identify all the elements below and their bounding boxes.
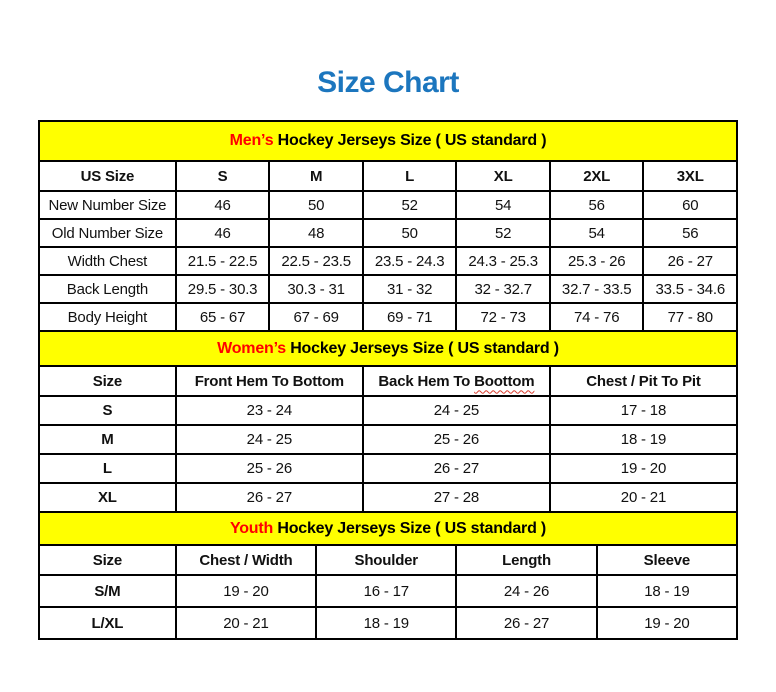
- cell-mens-old-number-size-3: 52: [456, 219, 550, 247]
- table-row-mens-back-length: [39, 275, 737, 303]
- section-band-womens: [39, 331, 737, 366]
- cell-mens-body-height-3: 72 - 73: [456, 303, 550, 331]
- cell-mens-width-chest-4: 25.3 - 26: [550, 247, 644, 275]
- row-label-body-height: Body Height: [39, 303, 176, 331]
- cell-mens-back-length-0: 29.5 - 30.3: [176, 275, 270, 303]
- col-header-m: M: [269, 161, 363, 191]
- table-row-mens-width-chest: [39, 247, 737, 275]
- cell-mens-new-number-size-5: 60: [643, 191, 737, 219]
- band-accent-youth: Youth: [229, 519, 274, 537]
- cell-mens-body-height-5: 77 - 80: [643, 303, 737, 331]
- cell-mens-back-length-3: 32 - 32.7: [456, 275, 550, 303]
- cell-womens-s-1: 24 - 25: [363, 396, 550, 425]
- cell-mens-new-number-size-2: 52: [363, 191, 457, 219]
- cell-mens-back-length-1: 30.3 - 31: [269, 275, 363, 303]
- band-title-womens: Hockey Jerseys Size ( US standard ): [285, 339, 559, 357]
- row-label-new-number-size: New Number Size: [39, 191, 176, 219]
- cell-womens-s-0: 23 - 24: [176, 396, 363, 425]
- col-header-shoulder: Shoulder: [316, 545, 456, 575]
- table-youth: [38, 511, 738, 640]
- cell-mens-width-chest-1: 22.5 - 23.5: [269, 247, 363, 275]
- cell-womens-xl-1: 27 - 28: [363, 483, 550, 512]
- cell-youth-s-m-0: 19 - 20: [176, 575, 316, 607]
- row-label-old-number-size: Old Number Size: [39, 219, 176, 247]
- section-band-mens: [39, 121, 737, 161]
- cell-mens-width-chest-0: 21.5 - 22.5: [176, 247, 270, 275]
- cell-mens-body-height-0: 65 - 67: [176, 303, 270, 331]
- cell-womens-xl-2: 20 - 21: [550, 483, 737, 512]
- cell-womens-l-1: 26 - 27: [363, 454, 550, 483]
- col-header-size: Size: [39, 366, 176, 396]
- table-row-womens-l: [39, 454, 737, 483]
- cell-mens-old-number-size-2: 50: [363, 219, 457, 247]
- misspelled-word-squiggle: Boottom: [474, 372, 535, 390]
- table-womens: [38, 330, 738, 513]
- cell-mens-back-length-4: 32.7 - 33.5: [550, 275, 644, 303]
- cell-womens-m-1: 25 - 26: [363, 425, 550, 454]
- cell-womens-s-2: 17 - 18: [550, 396, 737, 425]
- col-header-chest-pit-to-pit: Chest / Pit To Pit: [550, 366, 737, 396]
- row-label-width-chest: Width Chest: [39, 247, 176, 275]
- cell-youth-s-m-3: 18 - 19: [597, 575, 737, 607]
- cell-youth-l-xl-2: 26 - 27: [456, 607, 596, 639]
- header-row-womens: [39, 366, 737, 396]
- table-row-mens-body-height: [39, 303, 737, 331]
- cell-youth-l-xl-1: 18 - 19: [316, 607, 456, 639]
- cell-mens-back-length-2: 31 - 32: [363, 275, 457, 303]
- table-row-mens-old-number-size: [39, 219, 737, 247]
- cell-mens-width-chest-2: 23.5 - 24.3: [363, 247, 457, 275]
- page-title: Size Chart: [317, 66, 459, 99]
- row-label-s: S: [39, 396, 176, 425]
- cell-mens-old-number-size-1: 48: [269, 219, 363, 247]
- col-header-size: Size: [39, 545, 176, 575]
- col-header-2xl: 2XL: [550, 161, 644, 191]
- cell-mens-width-chest-5: 26 - 27: [643, 247, 737, 275]
- header-row-mens: [39, 161, 737, 191]
- row-label-l-xl: L/XL: [39, 607, 176, 639]
- col-header-length: Length: [456, 545, 596, 575]
- cell-youth-s-m-1: 16 - 17: [316, 575, 456, 607]
- cell-mens-body-height-1: 67 - 69: [269, 303, 363, 331]
- cell-mens-back-length-5: 33.5 - 34.6: [643, 275, 737, 303]
- cell-mens-new-number-size-4: 56: [550, 191, 644, 219]
- cell-youth-l-xl-0: 20 - 21: [176, 607, 316, 639]
- row-label-m: M: [39, 425, 176, 454]
- col-header-xl: XL: [456, 161, 550, 191]
- band-accent-mens: Men’s: [229, 132, 274, 149]
- cell-mens-old-number-size-4: 54: [550, 219, 644, 247]
- row-label-xl: XL: [39, 483, 176, 512]
- band-accent-womens: Women’s: [217, 339, 286, 357]
- col-header-sleeve: Sleeve: [597, 545, 737, 575]
- table-row-womens-s: [39, 396, 737, 425]
- col-header-us-size: US Size: [39, 161, 176, 191]
- cell-womens-xl-0: 26 - 27: [176, 483, 363, 512]
- cell-womens-m-2: 18 - 19: [550, 425, 737, 454]
- table-mens: [38, 120, 738, 332]
- col-header-front-hem-to-bottom: Front Hem To Bottom: [176, 366, 363, 396]
- col-header-text: Back Hem To: [378, 372, 475, 390]
- col-header-l: L: [363, 161, 457, 191]
- cell-mens-new-number-size-1: 50: [269, 191, 363, 219]
- table-row-youth-l-xl: [39, 607, 737, 639]
- header-row-youth: [39, 545, 737, 575]
- cell-mens-new-number-size-0: 46: [176, 191, 270, 219]
- cell-youth-s-m-2: 24 - 26: [456, 575, 596, 607]
- cell-womens-l-2: 19 - 20: [550, 454, 737, 483]
- cell-mens-new-number-size-3: 54: [456, 191, 550, 219]
- col-header-3xl: 3XL: [643, 161, 737, 191]
- cell-mens-old-number-size-5: 56: [643, 219, 737, 247]
- row-label-back-length: Back Length: [39, 275, 176, 303]
- cell-mens-body-height-2: 69 - 71: [363, 303, 457, 331]
- col-header-chest-width: Chest / Width: [176, 545, 316, 575]
- cell-mens-width-chest-3: 24.3 - 25.3: [456, 247, 550, 275]
- col-header-back-hem-to-boottom: [363, 366, 550, 396]
- cell-mens-old-number-size-0: 46: [176, 219, 270, 247]
- row-label-l: L: [39, 454, 176, 483]
- row-label-s-m: S/M: [39, 575, 176, 607]
- table-row-youth-s-m: [39, 575, 737, 607]
- table-row-womens-m: [39, 425, 737, 454]
- table-row-womens-xl: [39, 483, 737, 512]
- band-title-youth: Hockey Jerseys Size ( US standard ): [273, 519, 547, 537]
- cell-youth-l-xl-3: 19 - 20: [597, 607, 737, 639]
- section-band-youth: [39, 512, 737, 545]
- col-header-s: S: [176, 161, 270, 191]
- band-title-mens: Hockey Jerseys Size ( US standard ): [273, 132, 547, 149]
- size-chart-tables: [38, 120, 738, 640]
- cell-womens-l-0: 25 - 26: [176, 454, 363, 483]
- table-row-mens-new-number-size: [39, 191, 737, 219]
- cell-mens-body-height-4: 74 - 76: [550, 303, 644, 331]
- cell-womens-m-0: 24 - 25: [176, 425, 363, 454]
